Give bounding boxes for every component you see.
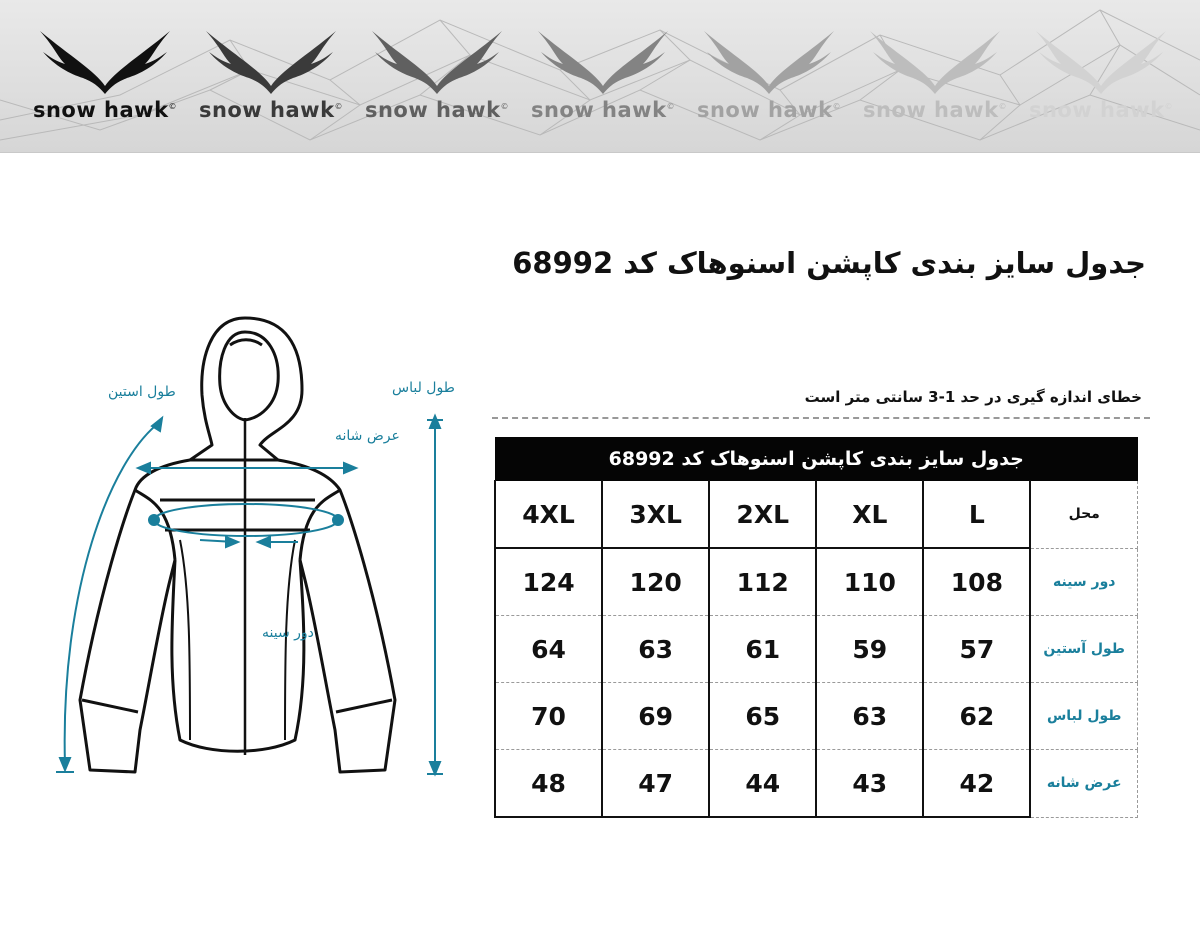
brand-banner [0, 0, 1200, 153]
brand-wordmark: snow hawk [862, 98, 999, 122]
column-header-place: محل [1030, 481, 1137, 549]
brand-logo: snow hawk© [362, 26, 512, 136]
brand-wordmark: snow hawk [364, 98, 501, 122]
label-chest: دور سینه [262, 625, 314, 641]
size-table [494, 437, 1138, 818]
hawk-icon [533, 26, 673, 96]
brand-logo: snow hawk© [1026, 26, 1176, 136]
column-header-size: 4XL [495, 481, 602, 549]
table-cell: 65 [709, 683, 816, 750]
table-cell: 44 [709, 750, 816, 818]
row-label: طول لباس [1030, 683, 1137, 750]
label-shoulder-width: عرض شانه [335, 428, 400, 444]
brand-wordmark: snow hawk [696, 98, 833, 122]
hawk-icon [1031, 26, 1171, 96]
brand-logo: snow hawk© [196, 26, 346, 136]
brand-wordmark: snow hawk [32, 98, 169, 122]
column-header-size: 3XL [602, 481, 709, 549]
measurement-note: خطای اندازه گیری در حد 1-3 سانتی متر است [804, 388, 1142, 406]
table-cell: 69 [602, 683, 709, 750]
hawk-icon [367, 26, 507, 96]
brand-logo: snow hawk© [860, 26, 1010, 136]
divider [492, 417, 1150, 419]
table-title: جدول سایز بندی کاپشن اسنوهاک کد 68992 [495, 438, 1138, 481]
hawk-icon [865, 26, 1005, 96]
table-cell: 64 [495, 616, 602, 683]
page-title: جدول سایز بندی کاپشن اسنوهاک کد 68992 [512, 246, 1146, 280]
table-cell: 57 [923, 616, 1030, 683]
table-cell: 120 [602, 548, 709, 616]
brand-wordmark: snow hawk [530, 98, 667, 122]
table-row [495, 683, 1138, 750]
brand-logo: snow hawk© [30, 26, 180, 136]
table-row [495, 750, 1138, 818]
column-header-size: L [923, 481, 1030, 549]
table-row [495, 548, 1138, 616]
table-cell: 61 [709, 616, 816, 683]
table-cell: 70 [495, 683, 602, 750]
table-cell: 63 [602, 616, 709, 683]
label-sleeve-length: طول استین [108, 384, 176, 400]
table-cell: 62 [923, 683, 1030, 750]
brand-wordmark: snow hawk [1028, 98, 1165, 122]
table-cell: 108 [923, 548, 1030, 616]
table-cell: 59 [816, 616, 923, 683]
table-cell: 124 [495, 548, 602, 616]
table-cell: 110 [816, 548, 923, 616]
row-label: طول آستین [1030, 616, 1137, 683]
column-header-size: 2XL [709, 481, 816, 549]
table-cell: 48 [495, 750, 602, 818]
hawk-icon [35, 26, 175, 96]
hawk-icon [699, 26, 839, 96]
jacket-diagram [40, 300, 490, 794]
table-cell: 112 [709, 548, 816, 616]
row-label: عرض شانه [1030, 750, 1137, 818]
table-row [495, 616, 1138, 683]
label-garment-length: طول لباس [392, 380, 455, 396]
brand-logo: snow hawk© [528, 26, 678, 136]
hawk-icon [201, 26, 341, 96]
column-header-size: XL [816, 481, 923, 549]
table-cell: 43 [816, 750, 923, 818]
row-label: دور سینه [1030, 548, 1137, 616]
brand-logo: snow hawk© [694, 26, 844, 136]
jacket-outline-icon [40, 300, 490, 790]
brand-wordmark: snow hawk [198, 98, 335, 122]
table-cell: 42 [923, 750, 1030, 818]
table-cell: 63 [816, 683, 923, 750]
table-cell: 47 [602, 750, 709, 818]
table-header-row [495, 481, 1138, 549]
